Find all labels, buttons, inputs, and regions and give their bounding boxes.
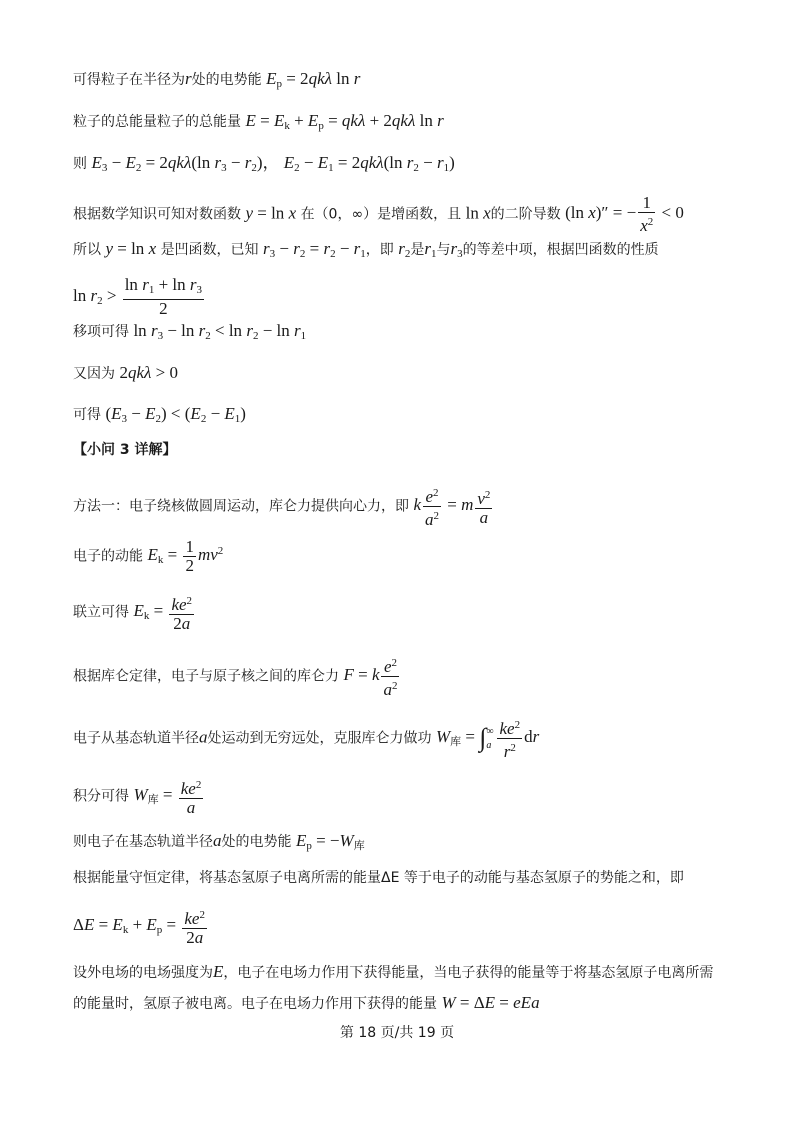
text-line-18: 根据能量守恒定律，将基态氢原子电离所需的能量ΔE 等于电子的动能与基态氢原子的势能之和，即 (73, 870, 684, 886)
equation-coulomb: F = k $\frac{e^2}{a^2}$ (343, 665, 401, 684)
text-line-3: 则 $E_3 - E_2 = 2qk\lambda(\ln$ $r_3 - r_2$)， $E_2 - E_1 = 2qk\lambda(\ln$ $r_2 - r_1$) (73, 153, 455, 174)
text-line-12: 电子的动能 $E_k$ = $\frac{1}{2}$ $mv^2$ (73, 537, 224, 575)
equation-concavity: $\ln r_2$ > $\frac{\ln r_1 + \ln r_3}{2}$ (73, 275, 202, 318)
equation-potential-energy: $E_p = 2qk\lambda$ ln r (266, 69, 361, 90)
text-line-9: 可得 $(E_3 - E_2) < (E_2 - E_1)$ (73, 404, 246, 425)
text-line-2: 粒子的总能量粒子的总能量 $E = E_k + E_p = qk\lambda + 2qk\lambda$ ln r (73, 111, 444, 132)
equation-kinetic-energy: $E_k$ = $\frac{1}{2}$ $mv^2$ (147, 537, 224, 575)
text-line-19 (73, 906, 734, 947)
page-footer: 第 18 页/共 19 页 (339, 1025, 455, 1041)
text-line-13: 联立可得 $E_k$ = $\frac{ke^2}{2a}$ (73, 592, 734, 633)
equation-ek-result: $E_k$ = $\frac{ke^2}{2a}$ (133, 601, 196, 620)
text-line-14: 根据库仑定律，电子与原子核之间的库仑力 F = k $\frac{e^2}{a^2}$ (73, 654, 734, 699)
text-line-16: 积分可得 $W_库$ = $\frac{ke^2}{a}$ (73, 776, 734, 817)
text-line-17: 则电子在基态轨道半径a处的电势能 $E_p = -W_库$ (73, 831, 365, 852)
text-line-21: 的能量时，氢原子被电离。电子在电场力作用下获得的能量 W = ΔE = eEa (73, 993, 540, 1012)
equation-ionization-energy: $\Delta E = E_k + E_p$ = $\frac{ke^2}{2a}$ (73, 915, 209, 934)
equation-ep-ground: $E_p = -W_库$ (295, 831, 365, 852)
text-line-8: 又因为 2qkλ > 0 (73, 363, 178, 382)
equation-second-derivative: (ln x)″ = − $\frac{1}{x^2}$ < 0 (565, 193, 684, 235)
text-line-1: 可得粒子在半径为r处的电势能 $E_p = 2qk\lambda$ ln r (73, 69, 361, 90)
text-line-4: 根据数学知识可知对数函数 y = ln x 在（0，∞）是增函数，且 ln x的二阶导数 (ln x)″ = − $\frac{1}{x^2}$ < 0 (73, 193, 684, 235)
text-line-7: 移项可得 $\ln r_3 - \ln r_2 < \ln r_2 - \ln r_1$ (73, 321, 307, 342)
equation-work-integral: $W_库$ = ∫ ∞ a $\frac{ke^2}{r^2}$ dr (436, 727, 539, 746)
equation-field-work: W = ΔE = eEa (441, 993, 540, 1012)
text-line-11: 方法一：电子绕核做圆周运动，库仑力提供向心力，即 k $\frac{e^2}{a^2}$ = m $\frac{v^2}{a}$ (73, 484, 734, 529)
equation-energy-differences: $E_3 - E_2 = 2qk\lambda(\ln$ $r_3 - r_2$)， $E_2 - E_1 = 2qk\lambda(\ln$ $r_2 - r_1$) (91, 153, 455, 174)
text-line-20: 设外电场的电场强度为E，电子在电场力作用下获得能量，当电子获得的能量等于将基态氢原子电离所需 (73, 962, 714, 981)
equation-centripetal: k $\frac{e^2}{a^2}$ = m $\frac{v^2}{a}$ (413, 495, 494, 514)
section-heading: 【小问 3 详解】 (73, 442, 177, 458)
text-line-15: 电子从基态轨道半径a处运动到无穷远处，克服库仑力做功 $W_库$ = ∫ ∞ a $\frac{ke^2}{r^2}$ dr (73, 716, 734, 761)
equation-result: $(E_3 - E_2) < (E_2 - E_1)$ (105, 404, 246, 425)
equation-work-result: $W_库$ = $\frac{ke^2}{a}$ (133, 785, 205, 804)
equation-rearranged: $\ln r_3 - \ln r_2 < \ln r_2 - \ln r_1$ (133, 321, 307, 342)
text-line-6 (73, 276, 734, 318)
text-line-5: 所以 y = ln x 是凹函数，已知 $r_3 - r_2 = r_2 - r_1$，即 $r_2$是$r_1$与$r_3$的等差中项，根据凹函数的性质 (73, 239, 659, 260)
equation-total-energy: $E = E_k + E_p = qk\lambda + 2qk\lambda$ ln r (245, 111, 444, 132)
